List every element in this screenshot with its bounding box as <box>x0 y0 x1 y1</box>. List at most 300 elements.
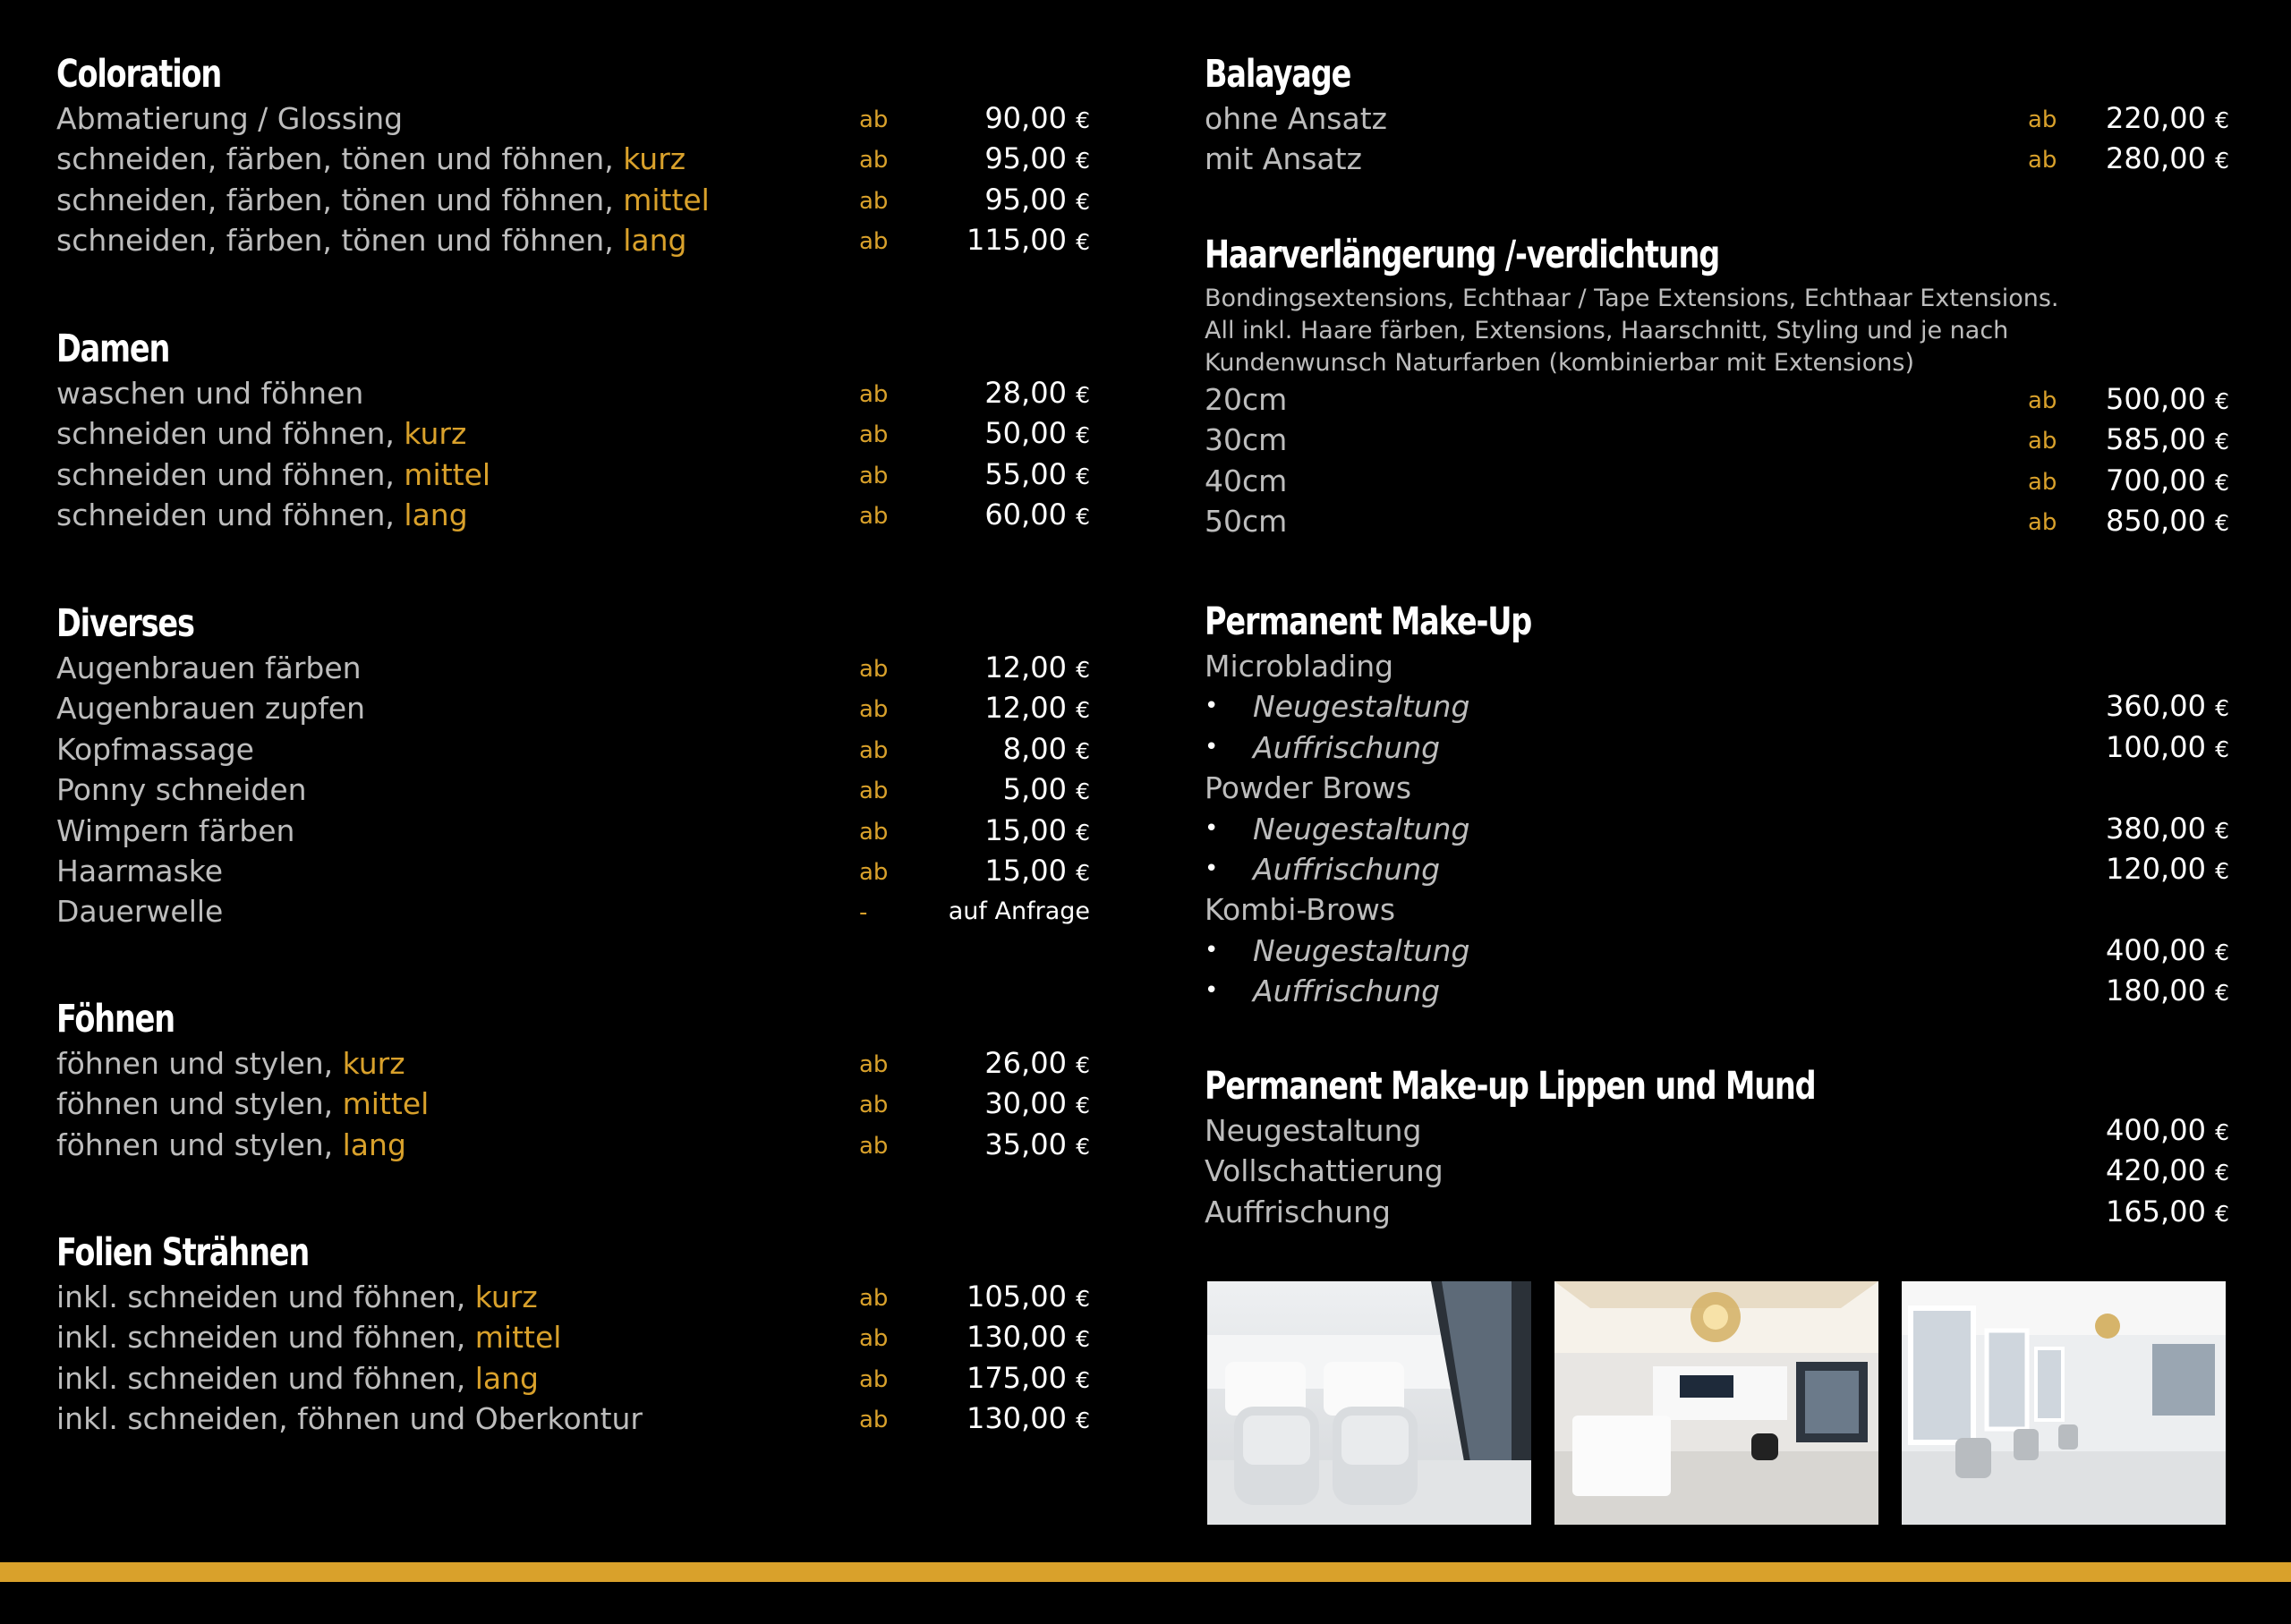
price-value: 105,00 <box>966 1280 1067 1314</box>
currency: € <box>1076 148 1090 174</box>
item-label: Microblading <box>1205 649 1394 684</box>
price-row <box>56 1043 1090 1084</box>
item-name <box>56 1358 539 1399</box>
price-prefix: ab <box>2028 387 2057 414</box>
item-length: kurz <box>623 141 686 177</box>
item-name <box>56 495 468 535</box>
price <box>967 1358 1090 1400</box>
bullet-icon: • <box>1205 855 1219 882</box>
price <box>984 413 1090 455</box>
price-row <box>1205 727 2229 768</box>
item-name <box>56 729 254 769</box>
price <box>949 891 1090 931</box>
price <box>2106 1151 2229 1193</box>
item-label: 40cm <box>1205 463 1288 498</box>
price <box>2106 461 2229 503</box>
price-prefix: ab <box>2028 428 2057 455</box>
price-value: 115,00 <box>966 223 1067 258</box>
currency: € <box>2215 107 2229 133</box>
price <box>1003 729 1090 771</box>
price-row <box>56 455 1090 495</box>
item-label: Powder Brows <box>1205 770 1412 806</box>
price-prefix: ab <box>859 147 889 174</box>
price-prefix: ab <box>859 106 889 133</box>
price-value: 165,00 <box>2105 1194 2206 1229</box>
item-label: Auffrischung <box>1205 1194 1391 1229</box>
currency: € <box>1076 737 1090 764</box>
price-prefix: ab <box>859 818 889 846</box>
item-label: föhnen und stylen, <box>56 1127 343 1162</box>
price <box>984 688 1090 730</box>
price <box>2106 420 2229 462</box>
currency: € <box>2215 1119 2229 1145</box>
price-value: 26,00 <box>984 1046 1067 1080</box>
price-prefix: ab <box>859 1365 889 1393</box>
item-name <box>1205 646 1393 686</box>
price-prefix: ab <box>859 656 889 683</box>
bullet-icon: • <box>1205 977 1219 1005</box>
section-damen <box>56 325 1090 536</box>
item-name <box>56 180 710 220</box>
price-value: 175,00 <box>966 1360 1067 1395</box>
item-name <box>1205 501 1287 541</box>
price <box>2106 1110 2229 1152</box>
price-row <box>1205 461 2229 501</box>
item-label: schneiden und föhnen, <box>56 416 405 452</box>
price-value: 50,00 <box>984 416 1067 451</box>
item-length: kurz <box>342 1046 405 1081</box>
currency: € <box>1076 778 1090 805</box>
price-prefix: ab <box>2028 106 2057 133</box>
item-label: Auffrischung <box>1253 974 1441 1009</box>
price <box>984 180 1090 222</box>
item-length: lang <box>474 1360 540 1396</box>
price <box>2106 98 2229 140</box>
price-value: 220,00 <box>2105 101 2206 135</box>
bullet-icon: • <box>1205 814 1219 842</box>
section-title: Föhnen <box>56 997 175 1042</box>
price-value: 585,00 <box>2105 422 2206 457</box>
item-label: inkl. schneiden und föhnen, <box>56 1320 475 1356</box>
item-label: Kombi-Brows <box>1205 892 1396 928</box>
price-value: 95,00 <box>984 141 1067 176</box>
price <box>2106 686 2229 728</box>
rows <box>1205 98 2229 180</box>
price-row <box>1205 849 2229 889</box>
currency: € <box>2215 817 2229 844</box>
item-name <box>1205 1192 1391 1232</box>
item-label: Neugestaltung <box>1205 1113 1422 1148</box>
currency: € <box>2215 469 2229 496</box>
salon-reception-photo <box>1554 1281 1878 1525</box>
item-label: Auffrischung <box>1253 729 1441 765</box>
bullet-icon: • <box>1205 936 1219 964</box>
price-row <box>1205 501 2229 541</box>
price-value: 400,00 <box>2105 1113 2206 1147</box>
price-value: 28,00 <box>984 376 1067 410</box>
description-line: Kundenwunsch Naturfarben (kombinierbar mit Extensions) <box>1205 349 1914 377</box>
price-row <box>56 495 1090 535</box>
price-prefix: ab <box>2028 147 2057 174</box>
item-label: schneiden, färben, tönen und föhnen, <box>56 182 624 217</box>
price-subheading <box>1205 768 2229 808</box>
section-foehnen <box>56 995 1090 1165</box>
price-value: 500,00 <box>2105 382 2206 416</box>
price-prefix: ab <box>859 228 889 256</box>
item-name <box>56 851 223 891</box>
price <box>2106 501 2229 543</box>
currency: € <box>1076 819 1090 846</box>
price-row <box>1205 1192 2229 1232</box>
section-coloration <box>56 50 1090 261</box>
price-value: 700,00 <box>2105 463 2206 497</box>
price-row <box>1205 809 2229 849</box>
currency: € <box>2215 1160 2229 1186</box>
price <box>1003 769 1090 812</box>
item-name <box>1205 461 1287 501</box>
price-row <box>56 1277 1090 1317</box>
currency: € <box>2215 735 2229 762</box>
item-name <box>56 1399 643 1439</box>
price <box>2106 139 2229 181</box>
currency: € <box>2215 429 2229 455</box>
price-row <box>56 1084 1090 1124</box>
item-name <box>1253 931 1469 971</box>
price <box>2106 971 2229 1013</box>
rows <box>1205 646 2229 1012</box>
item-label: 30cm <box>1205 422 1288 458</box>
price-row <box>56 180 1090 220</box>
currency: € <box>2215 857 2229 884</box>
price-row <box>56 851 1090 891</box>
rows <box>1205 379 2229 542</box>
item-label: Neugestaltung <box>1253 811 1470 846</box>
bullet-icon: • <box>1205 693 1219 720</box>
section-title: Permanent Make-up Lippen und Mund <box>1205 1064 1816 1109</box>
price-value: 12,00 <box>984 691 1067 726</box>
description-line: All inkl. Haare färben, Extensions, Haarschnitt, Styling und je nach <box>1205 317 2009 344</box>
price-row <box>56 891 1090 931</box>
currency: € <box>1076 504 1090 531</box>
section-lippen-mund <box>1205 1062 2229 1232</box>
price <box>984 98 1090 140</box>
price-subheading <box>1205 889 2229 930</box>
price-prefix: ab <box>859 503 889 531</box>
price-value: 5,00 <box>1002 772 1067 807</box>
item-label: mit Ansatz <box>1205 141 1362 177</box>
currency: € <box>1076 463 1090 489</box>
currency: € <box>1076 1326 1090 1353</box>
item-name <box>56 1277 538 1317</box>
currency: € <box>1076 1133 1090 1160</box>
item-name <box>56 1043 405 1084</box>
price-row <box>1205 971 2229 1011</box>
price-prefix: ab <box>859 1407 889 1434</box>
section-permanent-make-up <box>1205 598 2229 1012</box>
section-haarverlaengerung <box>1205 231 2229 542</box>
rows <box>56 373 1090 536</box>
item-label: Abmatierung / Glossing <box>56 101 404 136</box>
item-name <box>1205 139 1362 179</box>
section-diverses <box>56 599 1090 932</box>
item-label: Auffrischung <box>1253 851 1441 887</box>
price-row <box>1205 98 2229 139</box>
price-row <box>56 413 1090 454</box>
price-value: 15,00 <box>984 812 1067 847</box>
price <box>2106 809 2229 851</box>
price-value: 850,00 <box>2105 504 2206 539</box>
currency: € <box>2215 510 2229 537</box>
price-prefix: ab <box>859 187 889 215</box>
section-title: Balayage <box>1205 52 1351 97</box>
currency: € <box>1076 422 1090 449</box>
item-name <box>56 891 223 931</box>
salon-wash-chairs-photo <box>1207 1281 1531 1525</box>
item-label: waschen und föhnen <box>56 376 364 411</box>
price <box>984 139 1090 181</box>
price-prefix: ab <box>859 736 889 764</box>
item-label: 50cm <box>1205 504 1288 540</box>
rows <box>1205 1110 2229 1232</box>
price <box>984 495 1090 537</box>
price-value: 30,00 <box>984 1086 1067 1121</box>
price-prefix: ab <box>859 1051 889 1078</box>
item-label: Neugestaltung <box>1253 932 1470 968</box>
price-prefix: ab <box>2028 468 2057 496</box>
price-prefix: ab <box>859 1325 889 1353</box>
item-name <box>56 811 294 851</box>
price-prefix: ab <box>859 778 889 805</box>
price-row <box>1205 139 2229 179</box>
item-name <box>1253 849 1440 889</box>
price-row <box>56 98 1090 139</box>
item-name <box>56 1084 429 1124</box>
item-length: mittel <box>474 1320 562 1356</box>
item-label: Vollschattierung <box>1205 1153 1444 1189</box>
item-label: Haarmaske <box>56 853 224 889</box>
currency: € <box>1076 1366 1090 1393</box>
item-name <box>1253 727 1440 768</box>
item-name <box>56 98 403 139</box>
item-name <box>56 688 365 728</box>
price-row <box>1205 931 2229 971</box>
item-label: schneiden, färben, tönen und föhnen, <box>56 223 624 259</box>
section-title: Coloration <box>56 52 222 97</box>
item-name <box>1205 420 1287 460</box>
price <box>967 1399 1090 1441</box>
price-row <box>56 1399 1090 1439</box>
currency: € <box>1076 107 1090 133</box>
price-row <box>56 769 1090 810</box>
price-value: 130,00 <box>966 1320 1067 1355</box>
price-value: 100,00 <box>2105 729 2206 764</box>
item-name <box>1205 889 1395 930</box>
price <box>984 373 1090 415</box>
price-prefix: ab <box>859 696 889 724</box>
price-value: 280,00 <box>2105 141 2206 176</box>
price-prefix: - <box>859 899 868 927</box>
price <box>967 1277 1090 1319</box>
price-prefix: ab <box>859 1092 889 1119</box>
bullet-icon: • <box>1205 733 1219 761</box>
rows <box>56 1277 1090 1440</box>
item-length: kurz <box>404 416 467 452</box>
salon-styling-stations-photo <box>1902 1281 2226 1525</box>
item-name <box>1205 1110 1421 1151</box>
currency: € <box>1076 382 1090 408</box>
price-prefix: ab <box>859 858 889 886</box>
section-title: Permanent Make-Up <box>1205 599 1532 644</box>
price-row <box>56 729 1090 769</box>
item-name <box>1205 1151 1444 1191</box>
section-title: Haarverlängerung /-verdichtung <box>1205 233 1720 277</box>
price-value: 95,00 <box>984 182 1067 217</box>
price-prefix: ab <box>859 381 889 408</box>
price-prefix: ab <box>859 462 889 489</box>
section-title: Folien Strähnen <box>56 1230 310 1275</box>
item-name <box>56 769 307 810</box>
rows <box>56 1043 1090 1165</box>
price-value: 420,00 <box>2105 1153 2206 1188</box>
currency: € <box>2215 939 2229 965</box>
price <box>2106 931 2229 973</box>
price-row <box>56 1358 1090 1399</box>
price <box>984 851 1090 893</box>
price-value: 35,00 <box>984 1127 1067 1161</box>
currency: € <box>1076 859 1090 886</box>
price-value: 130,00 <box>966 1401 1067 1436</box>
item-length: lang <box>623 223 687 259</box>
currency: € <box>1076 188 1090 215</box>
item-label: inkl. schneiden und föhnen, <box>56 1360 475 1396</box>
price-value: 380,00 <box>2105 811 2206 846</box>
item-name <box>1253 971 1440 1011</box>
price-prefix: ab <box>859 1285 889 1312</box>
price-row <box>1205 1151 2229 1191</box>
item-name <box>56 1317 561 1357</box>
currency: € <box>1076 1407 1090 1434</box>
section-folien-straehnen <box>56 1229 1090 1440</box>
price <box>2106 849 2229 891</box>
item-label: inkl. schneiden, föhnen und Oberkontur <box>56 1401 643 1437</box>
price <box>984 1084 1090 1126</box>
item-label: föhnen und stylen, <box>56 1046 343 1081</box>
item-label: inkl. schneiden und föhnen, <box>56 1280 475 1314</box>
price-value: 400,00 <box>2105 932 2206 967</box>
price-row <box>1205 379 2229 420</box>
item-name <box>1253 686 1469 727</box>
item-name <box>1205 768 1411 808</box>
currency: € <box>1076 1286 1090 1312</box>
price-row <box>1205 686 2229 727</box>
item-length: lang <box>404 497 468 533</box>
price-prefix: ab <box>859 1132 889 1160</box>
section-title: Damen <box>56 327 170 371</box>
item-label: föhnen und stylen, <box>56 1086 343 1122</box>
currency: € <box>2215 1200 2229 1227</box>
price <box>984 1043 1090 1085</box>
price-row <box>56 811 1090 851</box>
item-name <box>56 648 362 688</box>
price-value: 90,00 <box>984 101 1067 135</box>
item-label: schneiden, färben, tönen und föhnen, <box>56 141 624 177</box>
rows <box>56 648 1090 932</box>
currency: € <box>1076 1052 1090 1078</box>
price-value: 360,00 <box>2105 689 2206 724</box>
item-label: Augenbrauen zupfen <box>56 691 366 727</box>
price-value: 180,00 <box>2105 974 2206 1008</box>
section-balayage <box>1205 50 2229 180</box>
item-label: schneiden und föhnen, <box>56 497 405 533</box>
currency: € <box>1076 229 1090 256</box>
item-name <box>1253 809 1469 849</box>
item-length: lang <box>342 1127 406 1162</box>
item-label: Augenbrauen färben <box>56 650 362 685</box>
currency: € <box>2215 980 2229 1007</box>
item-label: Dauerwelle <box>56 894 224 930</box>
price-value: 12,00 <box>984 650 1067 684</box>
price-row <box>56 688 1090 728</box>
currency: € <box>1076 657 1090 683</box>
price-value: 60,00 <box>984 497 1067 532</box>
item-length: kurz <box>474 1280 538 1314</box>
currency: € <box>2215 148 2229 174</box>
section-description <box>1205 279 2229 379</box>
price <box>984 811 1090 853</box>
price-row <box>56 139 1090 179</box>
item-name <box>56 1125 406 1165</box>
price <box>2106 379 2229 421</box>
item-label: schneiden und föhnen, <box>56 456 405 492</box>
price <box>984 648 1090 690</box>
item-name <box>1205 379 1287 420</box>
price-prefix: ab <box>859 421 889 449</box>
footer-gold-bar <box>0 1562 2291 1582</box>
item-name <box>56 373 363 413</box>
item-name <box>1205 98 1387 139</box>
description-line: Bondingsextensions, Echthaar / Tape Extensions, Echthaar Extensions. <box>1205 285 2059 312</box>
item-label: Kopfmassage <box>56 731 254 767</box>
price-value: auf Anfrage <box>948 897 1090 926</box>
currency: € <box>1076 697 1090 724</box>
item-name <box>56 413 466 454</box>
currency: € <box>1076 1093 1090 1119</box>
item-label: 20cm <box>1205 382 1288 417</box>
item-label: Ponny schneiden <box>56 772 307 808</box>
price-row <box>56 648 1090 688</box>
price-value: 55,00 <box>984 456 1067 491</box>
price <box>967 220 1090 262</box>
price-row <box>1205 420 2229 460</box>
price-row <box>56 220 1090 260</box>
price <box>2106 727 2229 769</box>
currency: € <box>2215 695 2229 722</box>
price-value: 8,00 <box>1002 731 1067 766</box>
item-name <box>56 139 686 179</box>
price-value: 15,00 <box>984 853 1067 888</box>
price-row <box>56 1125 1090 1165</box>
item-label: ohne Ansatz <box>1205 101 1387 136</box>
price <box>984 1125 1090 1167</box>
salon-photos <box>1207 1281 2226 1525</box>
item-length: mittel <box>342 1086 430 1122</box>
section-title: Diverses <box>56 601 194 646</box>
item-name <box>56 455 490 495</box>
item-label: Neugestaltung <box>1253 689 1470 725</box>
price-row <box>1205 1110 2229 1151</box>
rows <box>56 98 1090 261</box>
item-length: mittel <box>404 456 491 492</box>
